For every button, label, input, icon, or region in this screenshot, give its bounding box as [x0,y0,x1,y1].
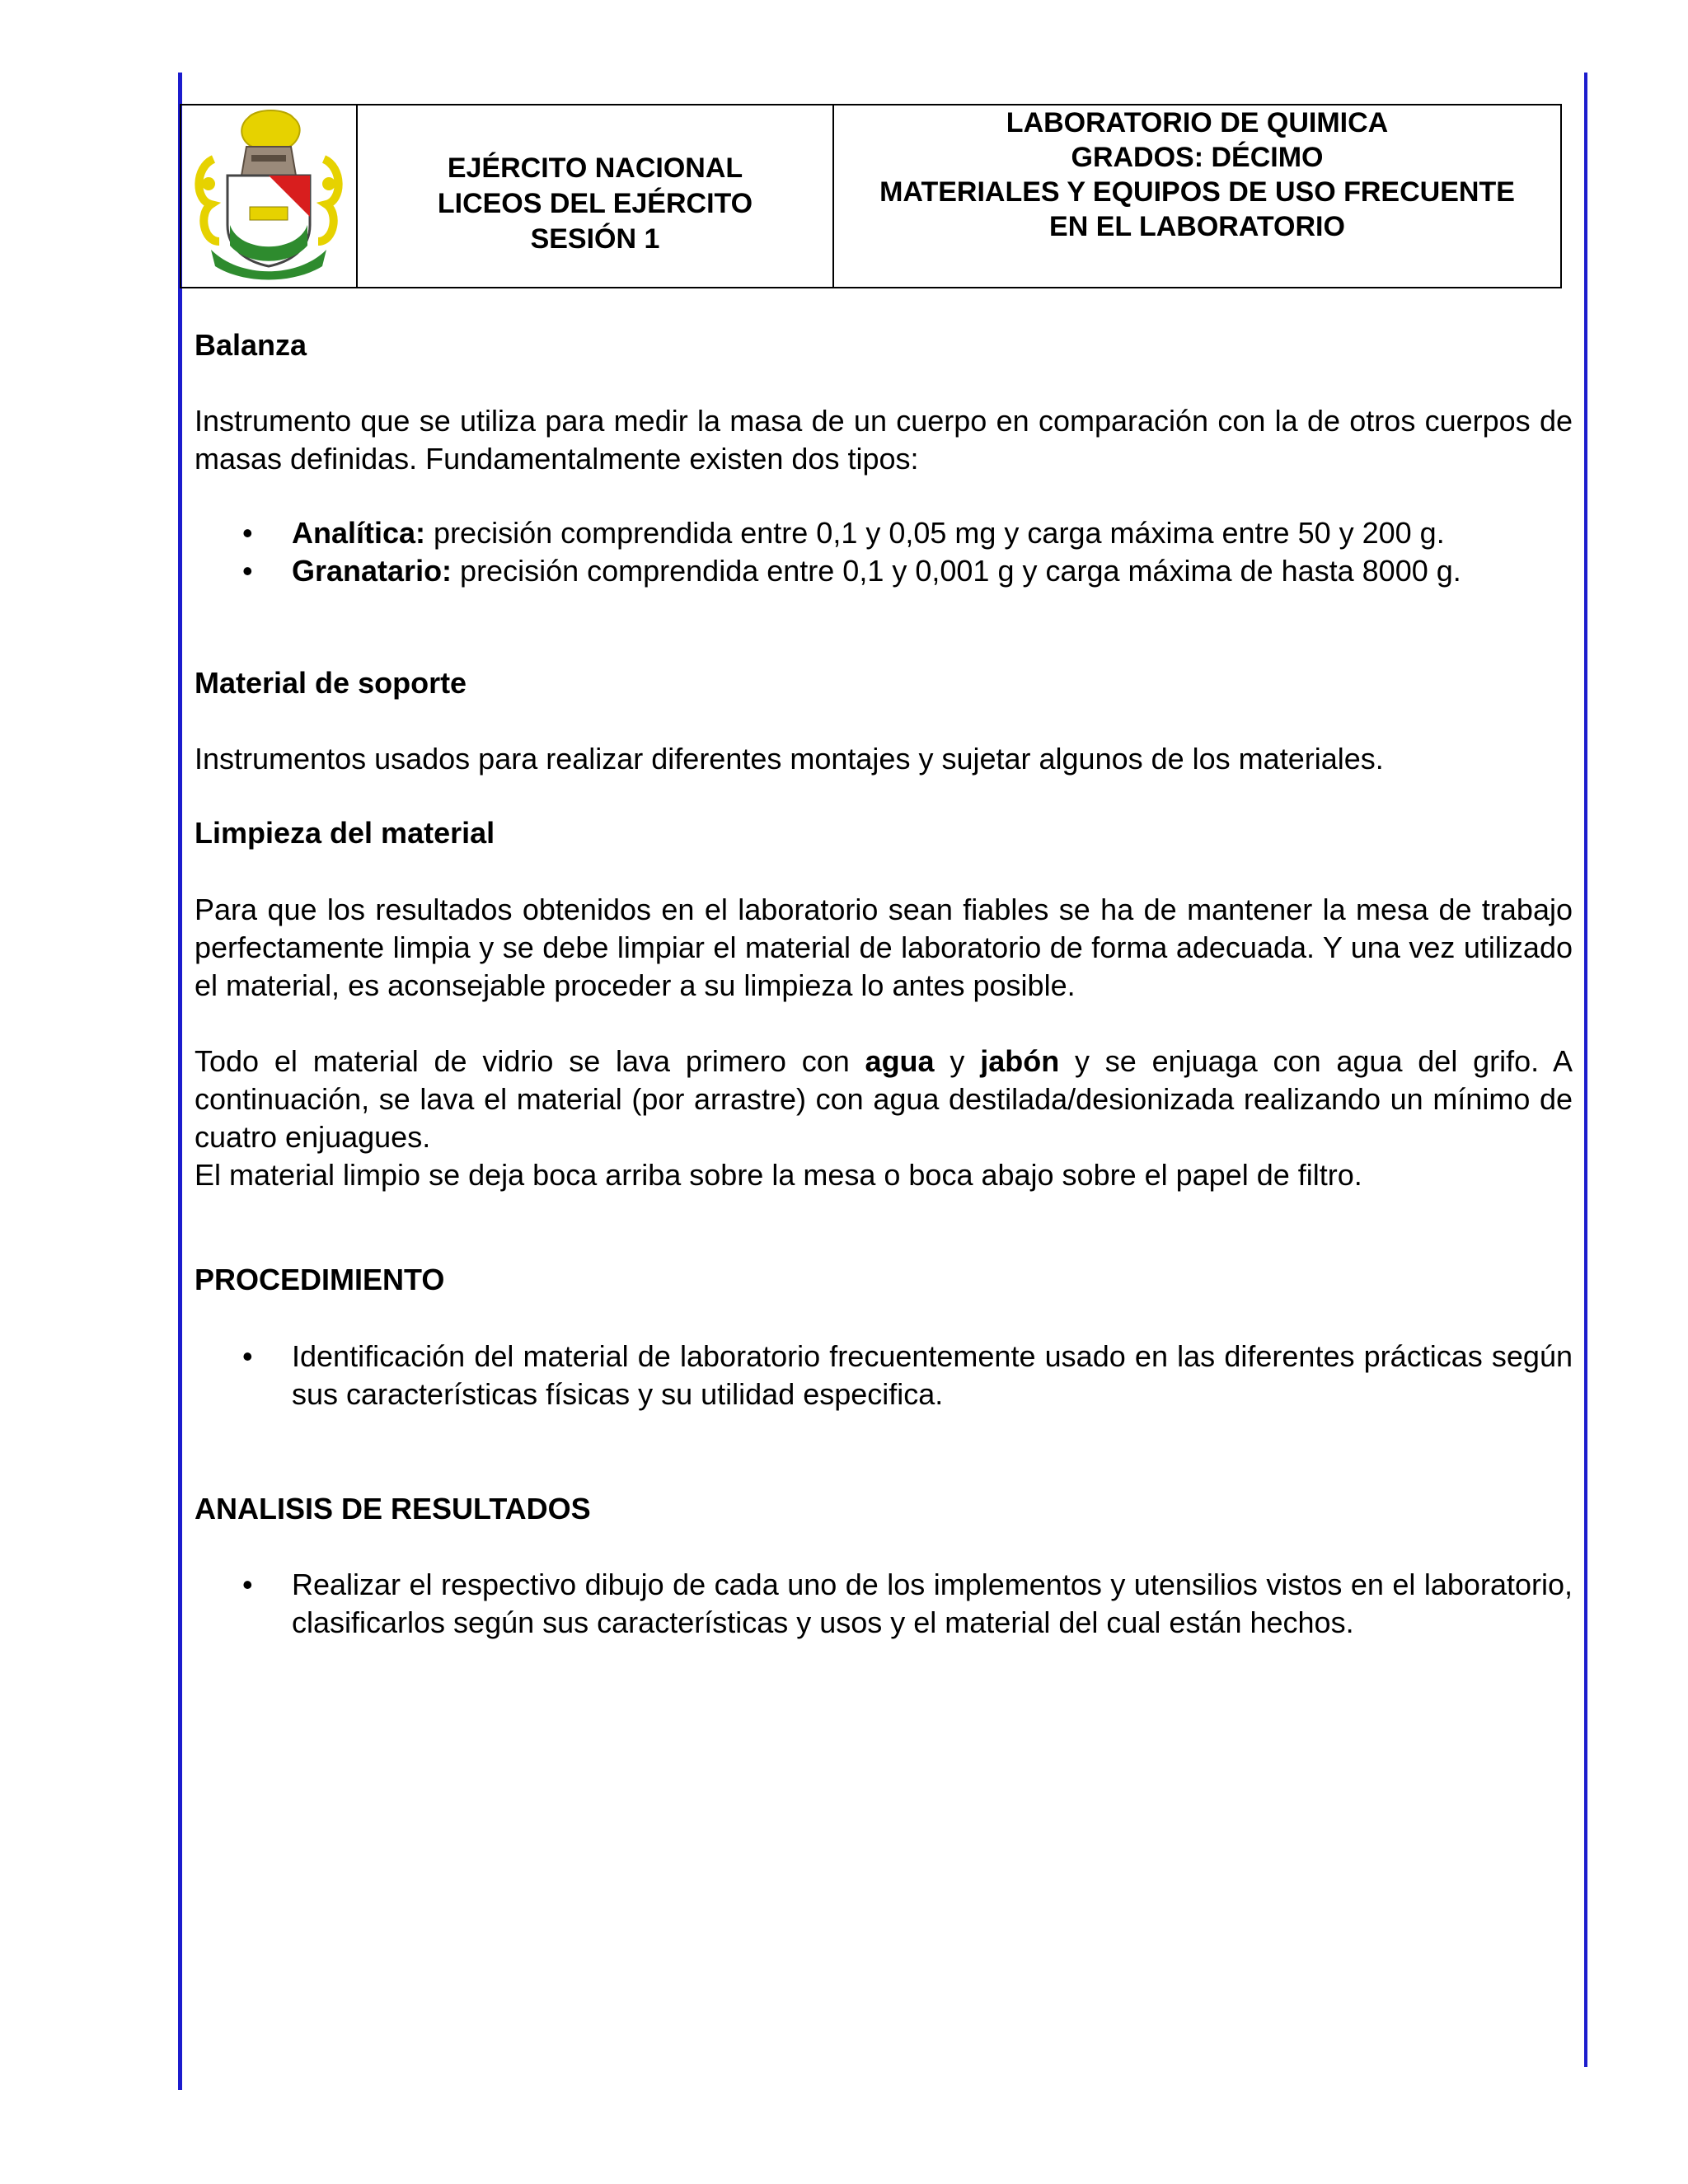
institution-line: EJÉRCITO NACIONAL [447,152,743,184]
institution-cell [358,105,834,287]
balanza-intro: Instrumento que se utiliza para medir la masa de un cuerpo en comparación con la de otros cuerpos de masas definidas. Fundamentalmente existen dos tipos: [195,404,1573,476]
institution-line: SESIÓN 1 [530,223,660,255]
limpieza-para1: Para que los resultados obtenidos en el laboratorio sean fiables se ha de mantener la mesa de trabajo perfectamente limpia y se debe limpiar el material de laboratorio de forma adecuada. Y una vez utilizado el material, es aconsejable proceder a su limpieza lo antes posible. [195,893,1573,1002]
text-span: Todo el material de vidrio se lava primero con [195,1044,865,1078]
list-item [195,552,1573,590]
bold-word: agua [865,1044,935,1078]
list-term: Granatario: [292,554,452,588]
text-span: y se enjuaga con agua del grifo. A continuación, se lava el material (por arrastre) con agua destilada/desionizada realizando un mínimo de cuatro enjuagues. [195,1044,1573,1154]
title-line: GRADOS: DÉCIMO [1071,142,1324,173]
bold-word: jabón [980,1044,1060,1078]
title-line: MATERIALES Y EQUIPOS DE USO FRECUENTE [879,176,1515,208]
title-line: LABORATORIO DE QUIMICA [1006,107,1389,138]
heading-limpieza: Limpieza del material [195,816,495,850]
coat-of-arms-logo [190,110,347,283]
balanza-list [195,514,1573,590]
heading-balanza: Balanza [195,328,307,362]
institution-line: LICEOS DEL EJÉRCITO [437,187,753,219]
left-margin-line [178,73,182,2090]
list-item [195,514,1573,552]
bullet-icon: • [242,516,253,550]
heading-soporte: Material de soporte [195,666,467,700]
procedimiento-list [195,1338,1573,1413]
limpieza-para2 [195,1043,1573,1156]
bullet-icon: • [242,554,253,588]
heading-analisis: ANALISIS DE RESULTADOS [195,1492,591,1526]
bullet-icon: • [242,1339,253,1373]
soporte-text: Instrumentos usados para realizar diferentes montajes y sujetar algunos de los materiales. [195,742,1384,776]
analisis-list [195,1566,1573,1642]
right-margin-line [1584,73,1587,2067]
text-span: y [934,1044,981,1078]
header-table [180,104,1562,288]
logo-cell [181,105,358,287]
list-text: precisión comprendida entre 0,1 y 0,05 mg y carga máxima entre 50 y 200 g. [425,516,1445,550]
list-text: Realizar el respectivo dibujo de cada uno de los implementos y utensilios vistos en el laboratorio, clasificarlos según sus características y usos y el material del cual están hechos. [292,1568,1573,1639]
list-text: Identificación del material de laboratorio frecuentemente usado en las diferentes prácticas según sus características físicas y su utilidad especifica. [292,1339,1573,1411]
title-line: EN EL LABORATORIO [1049,211,1345,242]
list-text: precisión comprendida entre 0,1 y 0,001 g y carga máxima de hasta 8000 g. [452,554,1461,588]
list-item [195,1338,1573,1413]
limpieza-para3: El material limpio se deja boca arriba sobre la mesa o boca abajo sobre el papel de filtro. [195,1158,1362,1192]
list-term: Analítica: [292,516,426,550]
list-item [195,1566,1573,1642]
heading-procedimiento: PROCEDIMIENTO [195,1263,445,1296]
bullet-icon: • [242,1568,253,1601]
title-cell [834,105,1560,287]
